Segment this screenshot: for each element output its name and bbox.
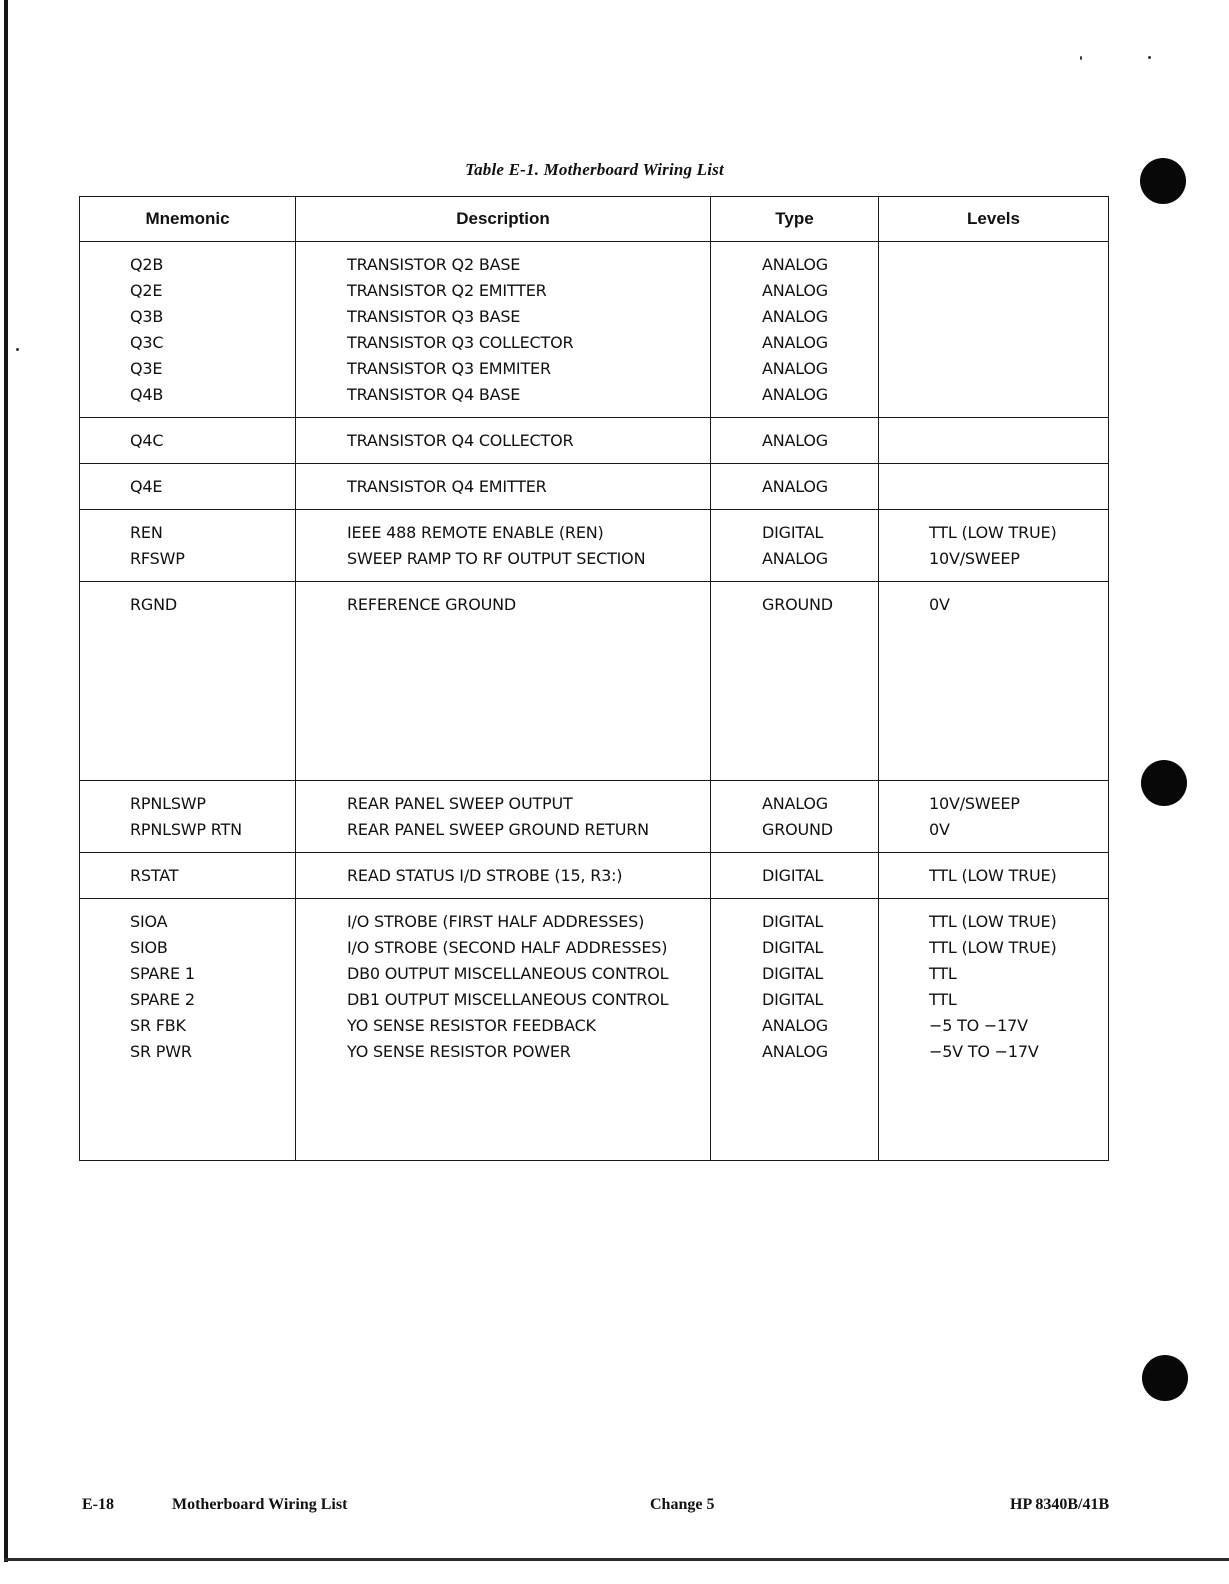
cell-line: Q3B xyxy=(130,307,164,326)
cell-mnemonic xyxy=(80,464,296,510)
cell-line: 0V xyxy=(929,820,950,839)
cell-type xyxy=(711,781,879,853)
cell-levels xyxy=(879,899,1109,1161)
cell-line: TTL (LOW TRUE) xyxy=(929,912,1057,931)
cell-line: DIGITAL xyxy=(762,938,824,957)
cell-levels xyxy=(879,781,1109,853)
cell-line: I/O STROBE (SECOND HALF ADDRESSES) xyxy=(347,938,668,957)
cell-line xyxy=(929,304,1108,330)
cell-line: DB1 OUTPUT MISCELLANEOUS CONTROL xyxy=(347,990,669,1009)
cell-line: −5V TO −17V xyxy=(929,1042,1039,1061)
cell-line: TRANSISTOR Q3 EMMITER xyxy=(347,359,551,378)
table-row-group xyxy=(80,582,1109,781)
footer-model: HP 8340B/41B xyxy=(1010,1496,1110,1513)
cell-levels xyxy=(879,242,1109,418)
punch-hole xyxy=(1141,760,1187,806)
cell-line: REN xyxy=(130,523,163,542)
cell-line: TRANSISTOR Q2 EMITTER xyxy=(347,281,547,300)
cell-line: SPARE 1 xyxy=(130,964,195,983)
cell-line: IEEE 488 REMOTE ENABLE (REN) xyxy=(347,523,604,542)
cell-type xyxy=(711,899,879,1161)
cell-line xyxy=(929,278,1108,304)
cell-line: 10V/SWEEP xyxy=(929,549,1020,568)
cell-line: TRANSISTOR Q4 EMITTER xyxy=(347,477,547,496)
table-row-group xyxy=(80,899,1109,1161)
cell-line: Q3C xyxy=(130,333,164,352)
cell-line: ANALOG xyxy=(762,549,828,568)
table-row-group xyxy=(80,781,1109,853)
cell-line: SIOB xyxy=(130,938,168,957)
scan-speck xyxy=(16,348,19,351)
cell-levels xyxy=(879,418,1109,464)
cell-line: RFSWP xyxy=(130,549,185,568)
cell-line: DIGITAL xyxy=(762,523,824,542)
cell-line: ANALOG xyxy=(762,477,828,496)
cell-line: TRANSISTOR Q4 COLLECTOR xyxy=(347,431,574,450)
header-levels: Levels xyxy=(879,197,1109,242)
cell-line: TRANSISTOR Q3 BASE xyxy=(347,307,521,326)
cell-description xyxy=(296,464,711,510)
wiring-table xyxy=(79,196,1109,1161)
cell-levels xyxy=(879,853,1109,899)
table-row-group xyxy=(80,418,1109,464)
cell-line: Q4E xyxy=(130,477,163,496)
footer-change: Change 5 xyxy=(650,1496,715,1513)
cell-type xyxy=(711,242,879,418)
cell-mnemonic xyxy=(80,781,296,853)
cell-line: 10V/SWEEP xyxy=(929,794,1020,813)
cell-line xyxy=(929,356,1108,382)
cell-line: ANALOG xyxy=(762,281,828,300)
scan-edge-bottom xyxy=(4,1558,1229,1561)
cell-line: SIOA xyxy=(130,912,168,931)
cell-line: TTL xyxy=(929,964,957,983)
cell-line: −5 TO −17V xyxy=(929,1016,1028,1035)
cell-line: READ STATUS I/D STROBE (15, R3:) xyxy=(347,866,623,885)
cell-type xyxy=(711,464,879,510)
cell-mnemonic xyxy=(80,510,296,582)
cell-line xyxy=(929,252,1108,278)
table-row-group xyxy=(80,853,1109,899)
cell-line: Q2B xyxy=(130,255,164,274)
cell-line: Q3E xyxy=(130,359,163,378)
cell-line: RPNLSWP RTN xyxy=(130,820,242,839)
cell-line: Q4C xyxy=(130,431,164,450)
cell-levels xyxy=(879,464,1109,510)
cell-line: ANALOG xyxy=(762,255,828,274)
scan-edge-left xyxy=(4,0,8,1562)
table-header-row xyxy=(80,197,1109,242)
cell-line: DIGITAL xyxy=(762,990,824,1009)
cell-line xyxy=(929,428,1108,454)
cell-description xyxy=(296,853,711,899)
table-body xyxy=(80,242,1109,1161)
cell-line: ANALOG xyxy=(762,359,828,378)
cell-description xyxy=(296,899,711,1161)
scan-speck xyxy=(1148,56,1151,59)
cell-line: ANALOG xyxy=(762,794,828,813)
cell-line: Q4B xyxy=(130,385,164,404)
cell-levels xyxy=(879,582,1109,781)
cell-description xyxy=(296,781,711,853)
cell-line: SWEEP RAMP TO RF OUTPUT SECTION xyxy=(347,549,646,568)
cell-line xyxy=(929,474,1108,500)
cell-line: SR FBK xyxy=(130,1016,186,1035)
cell-type xyxy=(711,510,879,582)
cell-mnemonic xyxy=(80,853,296,899)
cell-line: REAR PANEL SWEEP OUTPUT xyxy=(347,794,573,813)
header-mnemonic: Mnemonic xyxy=(80,197,296,242)
table-row-group xyxy=(80,510,1109,582)
cell-line: ANALOG xyxy=(762,1042,828,1061)
cell-line: ANALOG xyxy=(762,1016,828,1035)
cell-line: ANALOG xyxy=(762,385,828,404)
punch-hole xyxy=(1142,1355,1188,1401)
cell-mnemonic xyxy=(80,242,296,418)
cell-line: I/O STROBE (FIRST HALF ADDRESSES) xyxy=(347,912,645,931)
cell-line: DIGITAL xyxy=(762,912,824,931)
cell-line: SPARE 2 xyxy=(130,990,195,1009)
cell-line: GROUND xyxy=(762,595,833,614)
cell-line: DIGITAL xyxy=(762,866,824,885)
cell-description xyxy=(296,418,711,464)
cell-type xyxy=(711,418,879,464)
cell-levels xyxy=(879,510,1109,582)
cell-line: REAR PANEL SWEEP GROUND RETURN xyxy=(347,820,649,839)
table-row-group xyxy=(80,464,1109,510)
table-title: Table E-1. Motherboard Wiring List xyxy=(465,160,724,179)
cell-line: RPNLSWP xyxy=(130,794,206,813)
cell-line: DB0 OUTPUT MISCELLANEOUS CONTROL xyxy=(347,964,669,983)
footer-page-number: E-18 xyxy=(82,1496,114,1513)
cell-mnemonic xyxy=(80,899,296,1161)
cell-line: ANALOG xyxy=(762,307,828,326)
cell-line: Q2E xyxy=(130,281,163,300)
footer-section-title: Motherboard Wiring List xyxy=(172,1496,348,1513)
cell-description xyxy=(296,582,711,781)
cell-line: RGND xyxy=(130,595,178,614)
cell-line: YO SENSE RESISTOR FEEDBACK xyxy=(347,1016,596,1035)
table-row-group xyxy=(80,242,1109,418)
cell-line: TTL (LOW TRUE) xyxy=(929,523,1057,542)
cell-line: GROUND xyxy=(762,820,833,839)
cell-line: TRANSISTOR Q3 COLLECTOR xyxy=(347,333,574,352)
cell-line: DIGITAL xyxy=(762,964,824,983)
cell-line: SR PWR xyxy=(130,1042,192,1061)
cell-line: TRANSISTOR Q2 BASE xyxy=(347,255,521,274)
cell-description xyxy=(296,242,711,418)
cell-type xyxy=(711,582,879,781)
cell-line: ANALOG xyxy=(762,431,828,450)
cell-line: REFERENCE GROUND xyxy=(347,595,517,614)
cell-mnemonic xyxy=(80,582,296,781)
header-type: Type xyxy=(711,197,879,242)
cell-line xyxy=(929,382,1108,408)
cell-line: YO SENSE RESISTOR POWER xyxy=(347,1042,571,1061)
cell-line: RSTAT xyxy=(130,866,179,885)
cell-line: TTL (LOW TRUE) xyxy=(929,938,1057,957)
cell-line: TTL (LOW TRUE) xyxy=(929,866,1057,885)
scan-speck xyxy=(1080,56,1082,60)
cell-line: TTL xyxy=(929,990,957,1009)
cell-line: 0V xyxy=(929,595,950,614)
header-description: Description xyxy=(296,197,711,242)
cell-description xyxy=(296,510,711,582)
cell-line: ANALOG xyxy=(762,333,828,352)
cell-mnemonic xyxy=(80,418,296,464)
cell-type xyxy=(711,853,879,899)
cell-line: TRANSISTOR Q4 BASE xyxy=(347,385,521,404)
cell-line xyxy=(929,330,1108,356)
